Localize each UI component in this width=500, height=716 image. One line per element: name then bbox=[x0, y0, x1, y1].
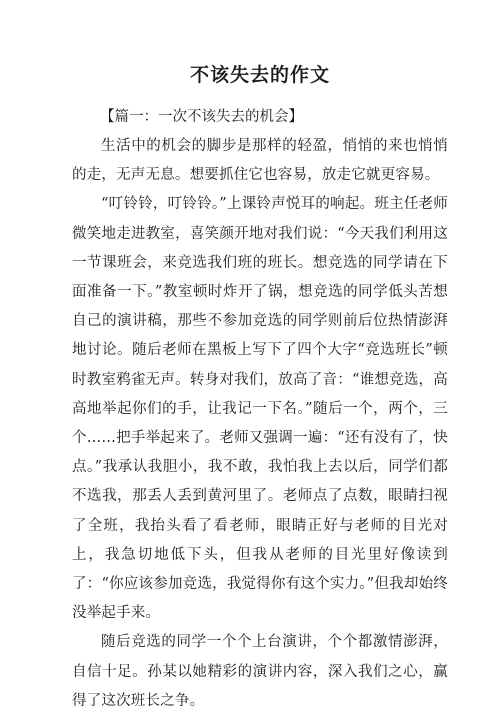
page-title: 不该失去的作文 bbox=[189, 64, 330, 86]
paragraph-3: 随后竞选的同学一个个上台演讲，个个都激情澎湃，自信十足。孙某以她精彩的演讲内容，深入我们之心，赢得了这次班长之争。 bbox=[72, 634, 448, 709]
paragraph-2: “叮铃铃，叮铃铃。”上课铃声悦耳的响起。班主任老师微笑地走进教室，喜笑颜开地对我们说：“今天我们利用这一节课班会，来竞选我们班的班长。想竞选的同学请在下面准备一下。”教室顿时炸开了锅，想竞选的同学低头苦想自己的演讲稿，那些不参加竞选的同学则前后位热情澎湃地讨论。随后老师在黑板上写下了四个大字“竞选班长”顿时教室鸦雀无声。转身对我们，放高了音：“谁想竞选，高高地举起你们的手，让我记一下名。”随后一个，两个，三个……把手举起来了。老师又强调一遍：“还有没有了，快点。”我承认我胆小，我不敢，我怕我上去以后，同学们都不选我，那丢人丢到黄河里了。老师点了点数，眼睛扫视了全班，我抬头看了看老师，眼睛正好与老师的目光对上，我急切地低下头，但我从老师的目光里好像读到了：“你应该参加竞选，我觉得你有这个实力。”但我却始终没举起手来。 bbox=[72, 196, 448, 622]
paragraph-1: 生活中的机会的脚步是那样的轻盈，悄悄的来也悄悄的走，无声无息。想要抓住它也容易，放走它就更容易。 bbox=[72, 138, 448, 184]
section-heading: 【篇一：一次不该失去的机会】 bbox=[100, 109, 303, 125]
